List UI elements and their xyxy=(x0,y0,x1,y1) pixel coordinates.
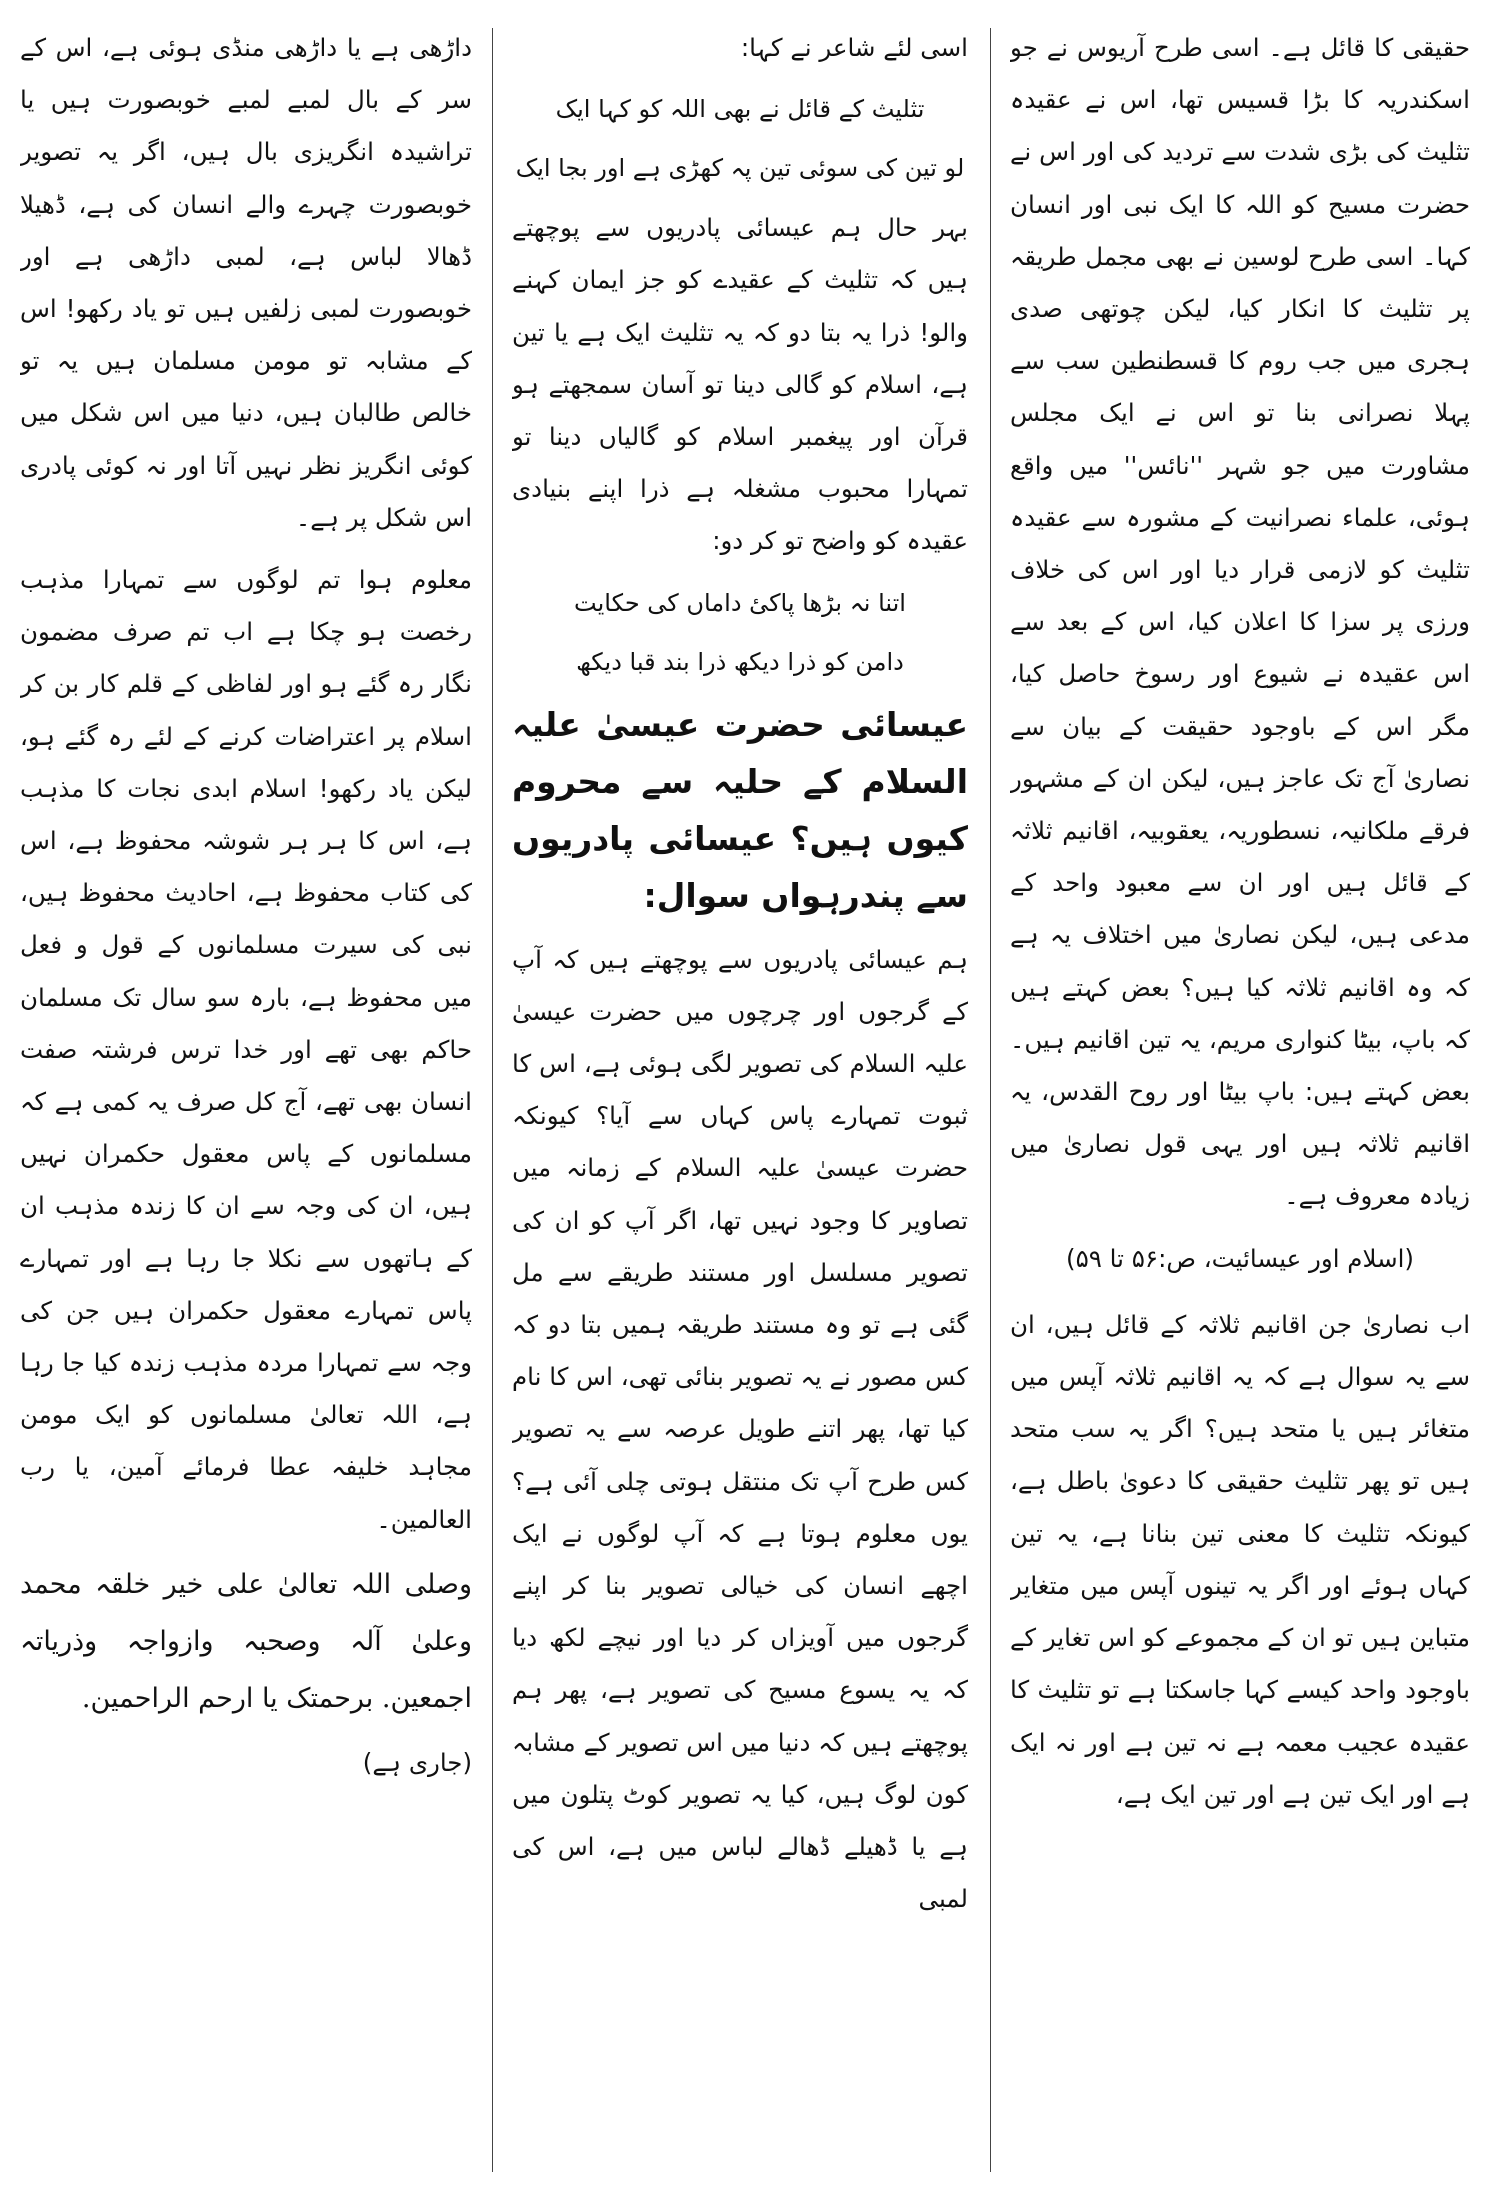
verse-line: لو تین کی سوئی تین پہ کھڑی ہے اور بجا ایک xyxy=(515,154,965,183)
column-middle xyxy=(512,22,968,2182)
column-left xyxy=(20,22,472,2182)
column-divider xyxy=(990,28,991,2172)
paragraph: معلوم ہوا تم لوگوں سے تمہارا مذہب رخصت ہو چکا ہے اب تم صرف مضمون نگار رہ گئے ہو اور لفاظی کے قلم کار بن کر اسلام پر اعتراضات کرنے کے لئے رہ گئے ہو، لیکن یاد رکھو! اسلام ابدی نجات کا مذہب ہے، اس کا ہر ہر شوشہ محفوظ ہے، اس کی کتاب محفوظ ہے، احادیث محفوظ ہیں، نبی کی سیرت مسلمانوں کے قول و فعل میں محفوظ ہے، بارہ سو سال تک مسلمان حاکم بھی تھے اور خدا ترس فرشتہ صفت انسان بھی تھے، آج کل صرف یہ کمی ہے کہ مسلمانوں کے پاس معقول حکمران نہیں ہیں، ان کی وجہ سے ان کا زندہ مذہب ان کے ہاتھوں سے نکلا جا رہا ہے اور تمہارے پاس تمہارے معقول حکمران ہیں جن کی وجہ سے تمہارا مردہ مذہب زندہ کیا جا رہا ہے، اللہ تعالیٰ مسلمانوں کو ایک مومن مجاہد خلیفہ عطا فرمائے آمین، یا رب العالمین۔ xyxy=(20,565,472,1534)
closing-prayer: وصلی اللہ تعالیٰ علی خیر خلقہ محمد وعلیٰ آلہ وصحبہ وازواجہ وذریاتہ اجمعین. برحمتک یا ارحم الراحمین. xyxy=(20,1568,472,1714)
verse-line: تثلیث کے قائل نے بھی اللہ کو کہا ایک xyxy=(555,95,925,124)
paragraph: بہر حال ہم عیسائی پادریوں سے پوچھتے ہیں کہ تثلیث کے عقیدے کو جز ایمان کہنے والو! ذرا یہ بتا دو کہ یہ تثلیث ایک ہے یا تین ہے، اسلام کو گالی دینا تو آسان سمجھتے ہو قرآن اور پیغمبر اسلام کو گالیاں دینا تو تمہارا محبوب مشغلہ ہے ذرا اپنے بنیادی عقیدہ کو واضح تو کر دو: xyxy=(512,213,968,556)
citation: (اسلام اور عیسائیت، ص:۵۶ تا ۵۹) xyxy=(1066,1243,1414,1273)
column-right xyxy=(1010,22,1470,2182)
continued-note: (جاری ہے) xyxy=(362,1747,472,1777)
verse-line: اتنا نہ بڑھا پاکیٔ داماں کی حکایت xyxy=(574,588,906,617)
paragraph: اب نصاریٰ جن اقانیم ثلاثہ کے قائل ہیں، ان سے یہ سوال ہے کہ یہ اقانیم ثلاثہ آپس میں متغائر ہیں یا متحد ہیں؟ اگر یہ سب متحد ہیں تو پھر تثلیث حقیقی کا دعویٰ باطل ہے، کیونکہ تثلیث کا معنی تین بنانا ہے، یہ تین کہاں ہوئے اور اگر یہ تینوں آپس میں متغایر متباین ہیں تو ان کے مجموعے کو اس تغایر کے باوجود واحد کیسے کہا جاسکتا ہے تو تثلیث کا عقیدہ عجیب معمہ ہے نہ تین ہے اور نہ ایک ہے اور ایک تین ہے اور تین ایک ہے، xyxy=(1010,1309,1470,1809)
paragraph: داڑھی ہے یا داڑھی منڈی ہوئی ہے، اس کے سر کے بال لمبے لمبے خوبصورت ہیں یا تراشیدہ انگریزی بال ہیں، اگر یہ تصویر خوبصورت چہرے والے انسان کی ہے، ڈھیلا ڈھالا لباس ہے، لمبی داڑھی ہے اور خوبصورت لمبی زلفیں ہیں تو یاد رکھو! اس کے مشابہ تو مومن مسلمان ہیں یہ تو خالص طالبان ہیں، دنیا میں اس شکل میں کوئی انگریز نظر نہیں آتا اور نہ کوئی پادری اس شکل پر ہے۔ xyxy=(20,33,472,532)
poem-intro: اسی لئے شاعر نے کہا: xyxy=(740,33,968,62)
paragraph: حقیقی کا قائل ہے۔ اسی طرح آریوس نے جو اسکندریہ کا بڑا قسیس تھا، اس نے عقیدہ تثلیث کی بڑی شدت سے تردید کی اور اس نے حضرت مسیح کو اللہ کا ایک نبی اور انسان کہا۔ اسی طرح لوسین نے بھی مجمل طریقہ پر تثلیث کا انکار کیا، لیکن چوتھی صدی ہجری میں جب روم کا قسطنطین سب سے پہلا نصرانی بنا تو اس نے ایک مجلس مشاورت میں جو شہر ''نائس'' میں واقع ہوئی، علماء نصرانیت کے مشورہ سے عقیدہ تثلیث کو لازمی قرار دیا اور اس کی خلاف ورزی پر سزا کا اعلان کیا، اس کے بعد سے اس عقیدہ نے شیوع اور رسوخ حاصل کیا، مگر اس کے باوجود حقیقت کے بیان سے نصاریٰ آج تک عاجز ہیں، لیکن ان کے مشہور فرقے ملکانیہ، نسطوریہ، یعقوبیہ، اقانیم ثلاثہ کے قائل ہیں اور ان سے معبود واحد کے مدعی ہیں، لیکن نصاریٰ میں اختلاف یہ ہے کہ وہ اقانیم ثلاثہ کیا ہیں؟ بعض کہتے ہیں کہ باپ، بیٹا کنواری مریم، یہ تین اقانیم ہیں۔ بعض کہتے ہیں: باپ بیٹا اور روح القدس، یہ اقانیم ثلاثہ ہیں اور یہی قول نصاریٰ میں زیادہ معروف ہے۔ xyxy=(1010,33,1470,1211)
column-divider xyxy=(492,28,493,2172)
section-heading: عیسائی حضرت عیسیٰ علیہ السلام کے حلیہ سے محروم کیوں ہیں؟ عیسائی پادریوں سے پندرہواں سوال: xyxy=(512,704,968,915)
verse-line: دامن کو ذرا دیکھ ذرا بند قبا دیکھ xyxy=(576,647,904,676)
paragraph: ہم عیسائی پادریوں سے پوچھتے ہیں کہ آپ کے گرجوں اور چرچوں میں حضرت عیسیٰ علیہ السلام کی تصویر لگی ہوئی ہے، اس کا ثبوت تمہارے پاس کہاں سے آیا؟ کیونکہ حضرت عیسیٰ علیہ السلام کے زمانہ میں تصاویر کا وجود نہیں تھا، اگر آپ کو ان کی تصویر مسلسل اور مستند طریقے سے مل گئی ہے تو وہ مستند طریقہ ہمیں بتا دو کہ کس مصور نے یہ تصویر بنائی تھی، اس کا نام کیا تھا، پھر اتنے طویل عرصہ سے یہ تصویر کس طرح آپ تک منتقل ہوتی چلی آئی ہے؟ یوں معلوم ہوتا ہے کہ آپ لوگوں نے ایک اچھے انسان کی خیالی تصویر بنا کر اپنے گرجوں میں آویزاں کر دیا اور نیچے لکھ دیا کہ یہ یسوع مسیح کی تصویر ہے، پھر ہم پوچھتے ہیں کہ دنیا میں اس تصویر کے مشابہ کون لوگ ہیں، کیا یہ تصویر کوٹ پتلون میں ہے یا ڈھیلے ڈھالے لباس میں ہے، اس کی لمبی xyxy=(512,944,968,1914)
